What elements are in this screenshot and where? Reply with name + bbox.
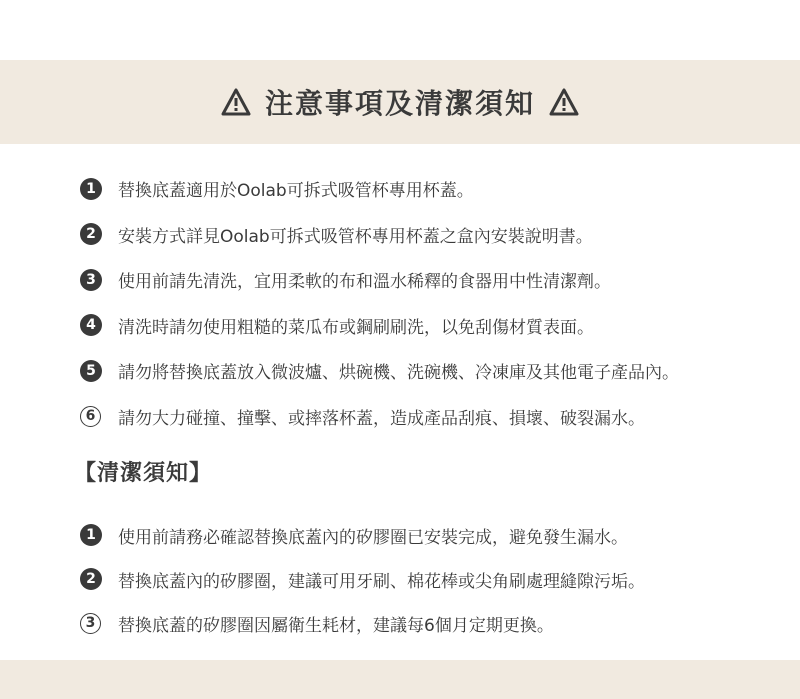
cleaning-list [0,513,800,645]
cleaning-text: 替換底蓋的矽膠圈因屬衛生耗材，建議每6個月定期更換。 [118,615,554,636]
list-item [0,601,800,645]
list-item [0,513,800,557]
notice-text: 替換底蓋適用於Oolab可拆式吸管杯專用杯蓋。 [118,181,474,202]
number-badge: 4 [80,314,102,336]
number-badge: 3 [80,269,102,291]
list-item [0,348,800,394]
section-heading: 【清潔須知】 [74,461,213,486]
warning-triangle-icon [221,88,251,116]
number-badge: 5 [80,360,102,382]
list-item [0,166,800,212]
notice-text: 請勿將替換底蓋放入微波爐、烘碗機、洗碗機、冷凍庫及其他電子產品內。 [118,363,679,384]
cleaning-text: 替換底蓋內的矽膠圈，建議可用牙刷、棉花棒或尖角刷處理縫隙污垢。 [118,571,645,592]
notice-text: 請勿大力碰撞、撞擊、或摔落杯蓋，造成產品刮痕、損壞、破裂漏水。 [118,408,645,429]
list-item [0,557,800,601]
notice-text: 清洗時請勿使用粗糙的菜瓜布或鋼刷刷洗，以免刮傷材質表面。 [118,317,594,338]
number-badge: 1 [80,178,102,200]
warning-triangle-icon [549,88,579,116]
notice-list [0,166,800,439]
notice-text: 安裝方式詳見Oolab可拆式吸管杯專用杯蓋之盒內安裝說明書。 [118,226,593,247]
notice-text: 使用前請先清洗，宜用柔軟的布和溫水稀釋的食器用中性清潔劑。 [118,272,611,293]
number-badge: 3 [80,613,101,634]
number-badge: 2 [80,568,102,590]
page-title: 注意事項及清潔須知 [264,87,535,120]
list-item [0,212,800,258]
number-badge: 6 [80,406,101,427]
footer-band [0,660,800,699]
cleaning-text: 使用前請務必確認替換底蓋內的矽膠圈已安裝完成，避免發生漏水。 [118,527,628,548]
header-banner [0,60,800,144]
list-item [0,257,800,303]
list-item [0,394,800,440]
number-badge: 2 [80,223,102,245]
list-item [0,303,800,349]
number-badge: 1 [80,524,102,546]
